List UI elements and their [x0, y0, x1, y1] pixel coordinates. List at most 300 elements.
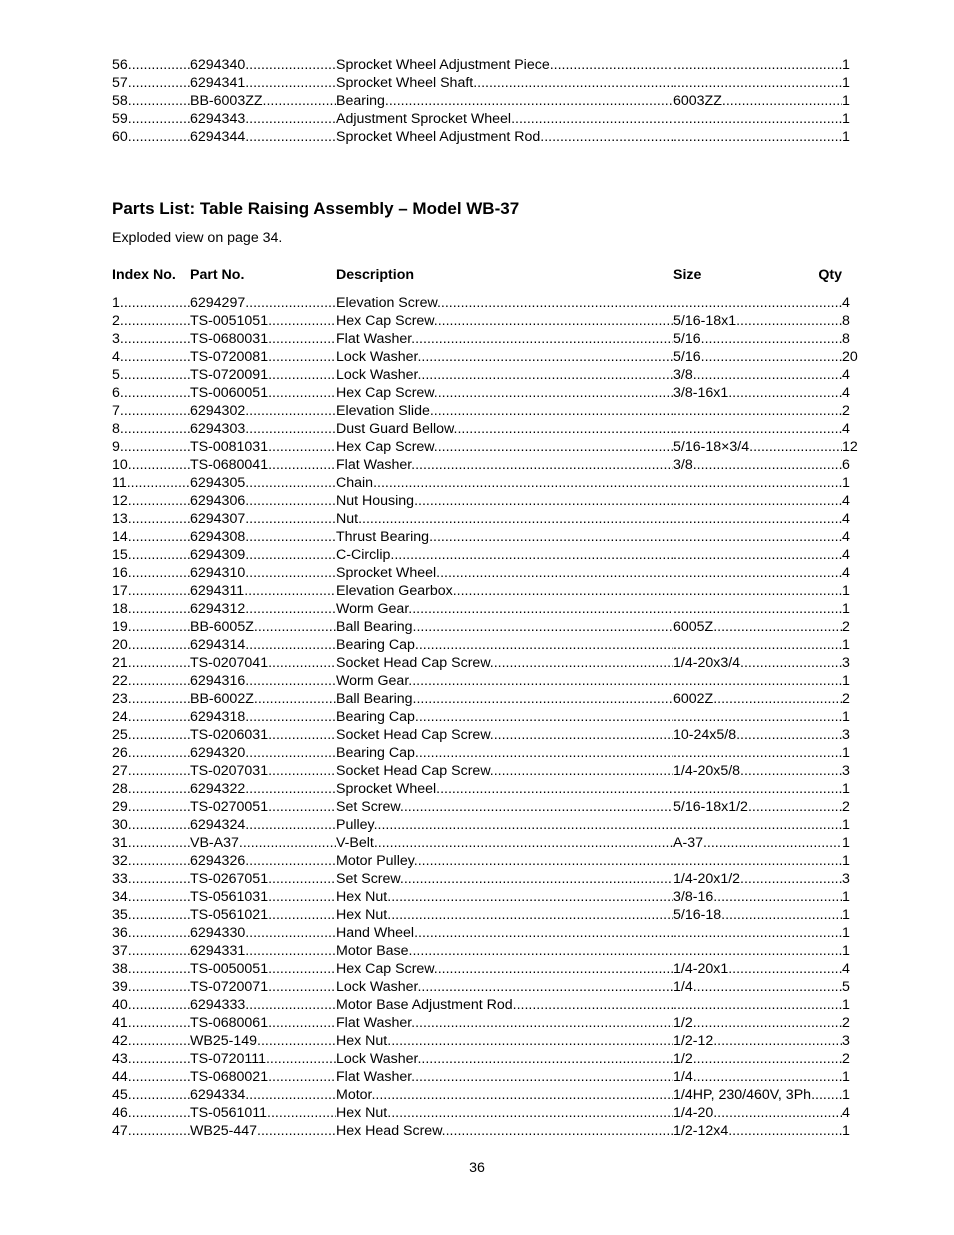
qty-cell: 1 — [842, 907, 850, 923]
part-number-cell: BB-6003ZZ ..... — [190, 92, 336, 110]
index-cell: 11 ..... — [112, 474, 190, 492]
index-cell: 13 ..... — [112, 510, 190, 528]
table-row — [112, 744, 850, 762]
index-cell: 45 ..... — [112, 1086, 190, 1104]
qty-cell: 8 — [842, 313, 850, 329]
qty-cell: 1 — [842, 1087, 850, 1103]
index-cell: 14 ..... — [112, 528, 190, 546]
qty-cell: 4 — [842, 421, 850, 437]
qty-cell: 1 — [842, 997, 850, 1013]
description-cell: Hex Cap Screw ..... — [336, 384, 673, 402]
index-cell: 5 ..... — [112, 366, 190, 384]
index-cell: 19 ..... — [112, 618, 190, 636]
part-number-cell: 6294311 ..... — [190, 582, 336, 600]
index-cell: 58 ..... — [112, 92, 190, 110]
part-number-cell: 6294308 ..... — [190, 528, 336, 546]
description-cell: Flat Washer ..... — [336, 1014, 673, 1032]
description-cell: V-Belt ..... — [336, 834, 673, 852]
part-number-cell: TS-0081031 ..... — [190, 438, 336, 456]
qty-cell: 1 — [842, 57, 850, 73]
description-cell: Chain ..... — [336, 474, 673, 492]
part-number-cell: TS-0207041 ..... — [190, 654, 336, 672]
size-cell: 5/16-18 ..... — [673, 906, 842, 924]
description-cell: Hex Cap Screw ..... — [336, 438, 673, 456]
part-number-cell: TS-0561021 ..... — [190, 906, 336, 924]
description-cell: Hex Nut ..... — [336, 1032, 673, 1050]
table-row — [112, 348, 858, 366]
index-cell: 33 ..... — [112, 870, 190, 888]
table-row — [112, 834, 850, 852]
qty-cell: 1 — [842, 853, 850, 869]
qty-cell: 3 — [842, 871, 850, 887]
page-number: 36 — [469, 1160, 485, 1176]
index-cell: 47 ..... — [112, 1122, 190, 1140]
continued-parts-rows — [112, 56, 850, 146]
size-cell — [673, 852, 842, 870]
qty-cell: 1 — [842, 475, 850, 491]
exploded-view-note: Exploded view on page 34. — [112, 230, 283, 246]
table-row — [112, 852, 850, 870]
index-cell: 10 ..... — [112, 456, 190, 474]
index-cell: 17 ..... — [112, 582, 190, 600]
qty-cell: 2 — [842, 799, 850, 815]
size-cell — [673, 924, 842, 942]
size-cell: 6005Z ..... — [673, 618, 842, 636]
part-number-cell: 6294324 ..... — [190, 816, 336, 834]
size-cell: 6003ZZ ..... — [673, 92, 842, 110]
section-title: Parts List: Table Raising Assembly – Model WB-37 — [112, 199, 520, 218]
description-cell: Motor Pulley ..... — [336, 852, 673, 870]
index-cell: 31 ..... — [112, 834, 190, 852]
table-row — [112, 1014, 850, 1032]
size-cell: 3/8 ..... — [673, 366, 842, 384]
part-number-cell: TS-0060051 ..... — [190, 384, 336, 402]
qty-cell: 1 — [842, 583, 850, 599]
index-cell: 27 ..... — [112, 762, 190, 780]
size-cell — [673, 636, 842, 654]
table-row — [112, 74, 850, 92]
part-number-cell: 6294344 ..... — [190, 128, 336, 146]
qty-cell: 4 — [842, 511, 850, 527]
size-cell: 1/2 ..... — [673, 1050, 842, 1068]
size-cell — [673, 780, 842, 798]
table-row — [112, 1068, 850, 1086]
size-cell: 3/8-16x1 ..... — [673, 384, 842, 402]
table-row — [112, 1086, 850, 1104]
index-cell: 23 ..... — [112, 690, 190, 708]
index-cell: 39 ..... — [112, 978, 190, 996]
size-cell: 5/16 ..... — [673, 348, 842, 366]
table-row — [112, 960, 850, 978]
qty-cell: 12 — [842, 439, 858, 455]
size-cell — [673, 492, 842, 510]
part-number-cell: 6294334 ..... — [190, 1086, 336, 1104]
index-cell: 4 ..... — [112, 348, 190, 366]
table-row — [112, 618, 850, 636]
qty-cell: 1 — [842, 781, 850, 797]
qty-cell: 8 — [842, 331, 850, 347]
table-row — [112, 420, 850, 438]
index-cell: 15 ..... — [112, 546, 190, 564]
qty-cell: 2 — [842, 1015, 850, 1031]
part-number-cell: 6294297 ..... — [190, 294, 336, 312]
table-row — [112, 456, 850, 474]
size-cell: 5/16-18x1 ..... — [673, 312, 842, 330]
qty-cell: 1 — [842, 111, 850, 127]
part-number-cell: 6294333 ..... — [190, 996, 336, 1014]
description-cell: Thrust Bearing ..... — [336, 528, 673, 546]
index-cell: 20 ..... — [112, 636, 190, 654]
description-cell: Sprocket Wheel Adjustment Piece ..... — [336, 56, 673, 74]
description-cell: Socket Head Cap Screw ..... — [336, 726, 673, 744]
index-cell: 16 ..... — [112, 564, 190, 582]
size-cell — [673, 996, 842, 1014]
description-cell: Hex Nut ..... — [336, 888, 673, 906]
description-cell: Lock Washer ..... — [336, 978, 673, 996]
header-size: Size — [673, 267, 702, 283]
table-row — [112, 312, 850, 330]
size-cell: 10-24x5/8 ..... — [673, 726, 842, 744]
qty-cell: 1 — [842, 1069, 850, 1085]
part-number-cell: 6294302 ..... — [190, 402, 336, 420]
qty-cell: 4 — [842, 295, 850, 311]
qty-cell: 3 — [842, 655, 850, 671]
qty-cell: 1 — [842, 637, 850, 653]
index-cell: 25 ..... — [112, 726, 190, 744]
part-number-cell: TS-0720071 ..... — [190, 978, 336, 996]
table-row — [112, 690, 850, 708]
table-row — [112, 798, 850, 816]
description-cell: Elevation Gearbox ..... — [336, 582, 673, 600]
size-cell: 3/8 ..... — [673, 456, 842, 474]
table-row — [112, 708, 850, 726]
index-cell: 3 ..... — [112, 330, 190, 348]
header-index: Index No. — [112, 267, 176, 283]
size-cell: 5/16 ..... — [673, 330, 842, 348]
size-cell: 6002Z ..... — [673, 690, 842, 708]
part-number-cell: 6294330 ..... — [190, 924, 336, 942]
part-number-cell: TS-0680061 ..... — [190, 1014, 336, 1032]
index-cell: 21 ..... — [112, 654, 190, 672]
index-cell: 60 ..... — [112, 128, 190, 146]
qty-cell: 4 — [842, 1105, 850, 1121]
index-cell: 38 ..... — [112, 960, 190, 978]
qty-cell: 1 — [842, 601, 850, 617]
part-number-cell: WB25-447 ..... — [190, 1122, 336, 1140]
table-row — [112, 1032, 850, 1050]
description-cell: Lock Washer ..... — [336, 348, 673, 366]
table-row — [112, 636, 850, 654]
index-cell: 6 ..... — [112, 384, 190, 402]
description-cell: Flat Washer ..... — [336, 330, 673, 348]
index-cell: 36 ..... — [112, 924, 190, 942]
part-number-cell: 6294318 ..... — [190, 708, 336, 726]
qty-cell: 3 — [842, 763, 850, 779]
description-cell: Socket Head Cap Screw ..... — [336, 762, 673, 780]
index-cell: 41 ..... — [112, 1014, 190, 1032]
size-cell: 1/4-20x1 ..... — [673, 960, 842, 978]
index-cell: 24 ..... — [112, 708, 190, 726]
description-cell: Ball Bearing ..... — [336, 690, 673, 708]
size-cell — [673, 546, 842, 564]
qty-cell: 1 — [842, 673, 850, 689]
size-cell — [673, 816, 842, 834]
description-cell: Hex Cap Screw ..... — [336, 312, 673, 330]
part-number-cell: 6294309 ..... — [190, 546, 336, 564]
table-row — [112, 510, 850, 528]
index-cell: 18 ..... — [112, 600, 190, 618]
table-row — [112, 1050, 850, 1068]
table-row — [112, 780, 850, 798]
description-cell: Sprocket Wheel Shaft ..... — [336, 74, 673, 92]
size-cell — [673, 56, 842, 74]
description-cell: Set Screw ..... — [336, 798, 673, 816]
description-cell: Elevation Slide ..... — [336, 402, 673, 420]
description-cell: Lock Washer ..... — [336, 1050, 673, 1068]
size-cell: 1/4 ..... — [673, 978, 842, 996]
description-cell: Worm Gear ..... — [336, 672, 673, 690]
part-number-cell: TS-0680021 ..... — [190, 1068, 336, 1086]
index-cell: 12 ..... — [112, 492, 190, 510]
table-row — [112, 366, 850, 384]
part-number-cell: 6294343 ..... — [190, 110, 336, 128]
table-row — [112, 564, 850, 582]
description-cell: Bearing Cap ..... — [336, 636, 673, 654]
description-cell: Socket Head Cap Screw ..... — [336, 654, 673, 672]
index-cell: 26 ..... — [112, 744, 190, 762]
table-row — [112, 492, 850, 510]
table-row — [112, 546, 850, 564]
part-number-cell: 6294312 ..... — [190, 600, 336, 618]
qty-cell: 1 — [842, 925, 850, 941]
size-cell — [673, 110, 842, 128]
description-cell: Hand Wheel ..... — [336, 924, 673, 942]
index-cell: 29 ..... — [112, 798, 190, 816]
description-cell: Worm Gear ..... — [336, 600, 673, 618]
description-cell: Elevation Screw ..... — [336, 294, 673, 312]
part-number-cell: TS-0561011 ..... — [190, 1104, 336, 1122]
index-cell: 46 ..... — [112, 1104, 190, 1122]
description-cell: Adjustment Sprocket Wheel ..... — [336, 110, 673, 128]
size-cell — [673, 402, 842, 420]
size-cell — [673, 942, 842, 960]
table-row — [112, 330, 850, 348]
part-number-cell: TS-0207031 ..... — [190, 762, 336, 780]
description-cell: Bearing Cap ..... — [336, 708, 673, 726]
size-cell — [673, 582, 842, 600]
part-number-cell: 6294316 ..... — [190, 672, 336, 690]
size-cell — [673, 294, 842, 312]
description-cell: Sprocket Wheel ..... — [336, 564, 673, 582]
size-cell — [673, 528, 842, 546]
description-cell: Flat Washer ..... — [336, 1068, 673, 1086]
qty-cell: 4 — [842, 493, 850, 509]
description-cell: Ball Bearing ..... — [336, 618, 673, 636]
qty-cell: 2 — [842, 691, 850, 707]
size-cell: 1/4 ..... — [673, 1068, 842, 1086]
size-cell: 5/16-18×3/4 ..... — [673, 438, 842, 456]
header-description: Description — [336, 267, 415, 283]
table-row — [112, 402, 850, 420]
qty-cell: 4 — [842, 529, 850, 545]
qty-cell: 6 — [842, 457, 850, 473]
part-number-cell: WB25-149 ..... — [190, 1032, 336, 1050]
index-cell: 1 ..... — [112, 294, 190, 312]
index-cell: 28 ..... — [112, 780, 190, 798]
table-row — [112, 1104, 850, 1122]
table-row — [112, 942, 850, 960]
description-cell: Nut Housing ..... — [336, 492, 673, 510]
part-number-cell: 6294306 ..... — [190, 492, 336, 510]
table-row — [112, 294, 850, 312]
size-cell: A-37 ..... — [673, 834, 842, 852]
table-row — [112, 1122, 850, 1140]
table-row — [112, 654, 850, 672]
qty-cell: 4 — [842, 385, 850, 401]
part-number-cell: TS-0267051 ..... — [190, 870, 336, 888]
size-cell: 3/8-16 ..... — [673, 888, 842, 906]
qty-cell: 1 — [842, 817, 850, 833]
description-cell: Bearing Cap ..... — [336, 744, 673, 762]
part-number-cell: 6294314 ..... — [190, 636, 336, 654]
qty-cell: 5 — [842, 979, 850, 995]
index-cell: 44 ..... — [112, 1068, 190, 1086]
part-number-cell: TS-0720081 ..... — [190, 348, 336, 366]
size-cell: 5/16-18x1/2 ..... — [673, 798, 842, 816]
size-cell — [673, 474, 842, 492]
table-row — [112, 384, 850, 402]
qty-cell: 4 — [842, 367, 850, 383]
table-row — [112, 870, 850, 888]
description-cell: Sprocket Wheel Adjustment Rod ..... — [336, 128, 673, 146]
qty-cell: 1 — [842, 1123, 850, 1139]
index-cell: 40 ..... — [112, 996, 190, 1014]
table-row — [112, 56, 850, 74]
description-cell: Set Screw ..... — [336, 870, 673, 888]
index-cell: 9 ..... — [112, 438, 190, 456]
part-number-cell: TS-0720091 ..... — [190, 366, 336, 384]
qty-cell: 1 — [842, 93, 850, 109]
part-number-cell: TS-0270051 ..... — [190, 798, 336, 816]
description-cell: Flat Washer ..... — [336, 456, 673, 474]
description-cell: Hex Head Screw ..... — [336, 1122, 673, 1140]
index-cell: 30 ..... — [112, 816, 190, 834]
part-number-cell: 6294310 ..... — [190, 564, 336, 582]
qty-cell: 1 — [842, 943, 850, 959]
size-cell: 1/4-20x3/4 ..... — [673, 654, 842, 672]
part-number-cell: 6294341 ..... — [190, 74, 336, 92]
part-number-cell: BB-6002Z ..... — [190, 690, 336, 708]
description-cell: Pulley ..... — [336, 816, 673, 834]
index-cell: 7 ..... — [112, 402, 190, 420]
table-row — [112, 726, 850, 744]
part-number-cell: 6294331 ..... — [190, 942, 336, 960]
qty-cell: 2 — [842, 1051, 850, 1067]
size-cell: 1/2-12x4 ..... — [673, 1122, 842, 1140]
description-cell: Hex Nut ..... — [336, 906, 673, 924]
table-row — [112, 128, 850, 146]
part-number-cell: 6294322 ..... — [190, 780, 336, 798]
size-cell — [673, 744, 842, 762]
qty-cell: 1 — [842, 75, 850, 91]
table-row — [112, 996, 850, 1014]
index-cell: 32 ..... — [112, 852, 190, 870]
index-cell: 59 ..... — [112, 110, 190, 128]
table-row — [112, 816, 850, 834]
size-cell — [673, 420, 842, 438]
description-cell: Dust Guard Bellow ..... — [336, 420, 673, 438]
size-cell: 1/4-20x1/2 ..... — [673, 870, 842, 888]
size-cell: 1/2 ..... — [673, 1014, 842, 1032]
qty-cell: 4 — [842, 961, 850, 977]
part-number-cell: TS-0206031 ..... — [190, 726, 336, 744]
size-cell — [673, 708, 842, 726]
size-cell — [673, 672, 842, 690]
size-cell: 1/4HP, 230/460V, 3Ph ..... — [673, 1086, 842, 1104]
index-cell: 37 ..... — [112, 942, 190, 960]
table-row — [112, 906, 850, 924]
table-row — [112, 924, 850, 942]
table-row — [112, 582, 850, 600]
table-row — [112, 978, 850, 996]
part-number-cell: TS-0051051 ..... — [190, 312, 336, 330]
part-number-cell: 6294340 ..... — [190, 56, 336, 74]
qty-cell: 2 — [842, 403, 850, 419]
description-cell: Motor ..... — [336, 1086, 673, 1104]
part-number-cell: 6294303 ..... — [190, 420, 336, 438]
size-cell — [673, 128, 842, 146]
qty-cell: 20 — [842, 349, 858, 365]
description-cell: Lock Washer ..... — [336, 366, 673, 384]
qty-cell: 4 — [842, 547, 850, 563]
part-number-cell: BB-6005Z ..... — [190, 618, 336, 636]
qty-cell: 1 — [842, 129, 850, 145]
description-cell: Motor Base ..... — [336, 942, 673, 960]
table-row — [112, 762, 850, 780]
size-cell — [673, 564, 842, 582]
index-cell: 43 ..... — [112, 1050, 190, 1068]
table-row — [112, 600, 850, 618]
index-cell: 57 ..... — [112, 74, 190, 92]
index-cell: 56 ..... — [112, 56, 190, 74]
header-part: Part No. — [190, 267, 245, 283]
size-cell — [673, 74, 842, 92]
part-number-cell: 6294326 ..... — [190, 852, 336, 870]
qty-cell: 2 — [842, 619, 850, 635]
description-cell: Sprocket Wheel ..... — [336, 780, 673, 798]
part-number-cell: TS-0561031 ..... — [190, 888, 336, 906]
parts-table — [112, 294, 858, 1140]
part-number-cell: 6294320 ..... — [190, 744, 336, 762]
description-cell: Bearing ..... — [336, 92, 673, 110]
part-number-cell: TS-0050051 ..... — [190, 960, 336, 978]
qty-cell: 1 — [842, 889, 850, 905]
part-number-cell: TS-0680041 ..... — [190, 456, 336, 474]
table-row — [112, 888, 850, 906]
part-number-cell: TS-0720111 ..... — [190, 1050, 336, 1068]
table-row — [112, 110, 850, 128]
qty-cell: 1 — [842, 835, 850, 851]
description-cell: Hex Cap Screw ..... — [336, 960, 673, 978]
index-cell: 35 ..... — [112, 906, 190, 924]
qty-cell: 1 — [842, 709, 850, 725]
index-cell: 2 ..... — [112, 312, 190, 330]
description-cell: Motor Base Adjustment Rod ..... — [336, 996, 673, 1014]
description-cell: Hex Nut ..... — [336, 1104, 673, 1122]
part-number-cell: 6294305 ..... — [190, 474, 336, 492]
index-cell: 8 ..... — [112, 420, 190, 438]
qty-cell: 1 — [842, 745, 850, 761]
